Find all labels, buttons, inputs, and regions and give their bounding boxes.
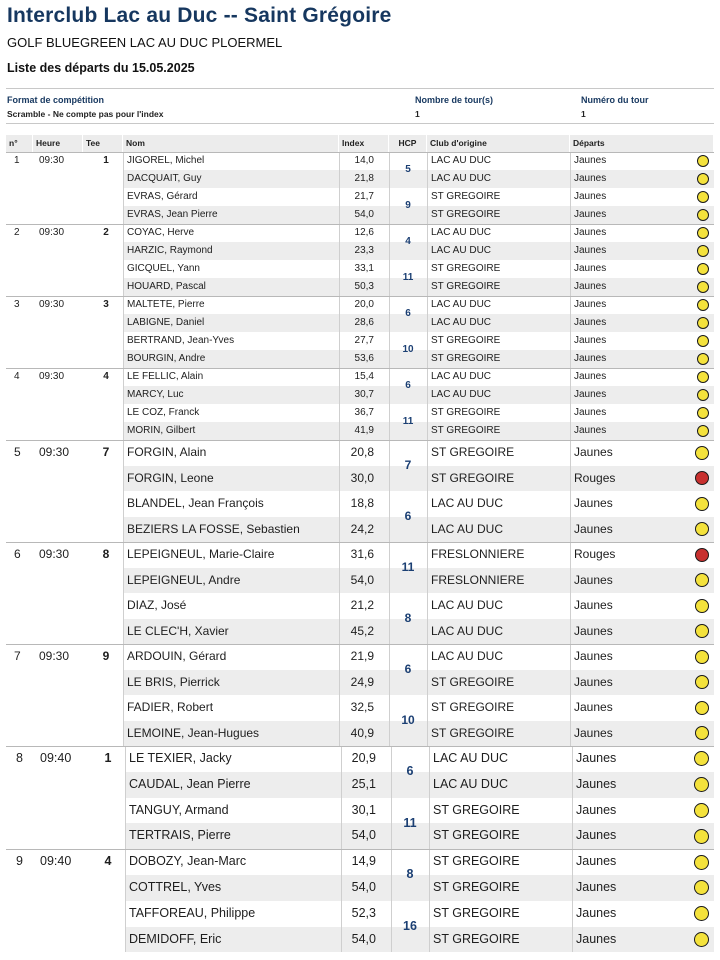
tee-color: Jaunes xyxy=(574,407,607,418)
column-divider xyxy=(570,296,571,368)
tee-color-indicator-icon xyxy=(697,263,709,275)
group-divider xyxy=(6,224,714,225)
tee-color: Jaunes xyxy=(574,674,613,689)
player-index: 50,3 xyxy=(354,281,374,292)
player-name: TERTRAIS, Pierre xyxy=(129,828,231,843)
tee-color: Jaunes xyxy=(574,700,613,714)
column-divider xyxy=(570,224,571,296)
player-name: TANGUY, Armand xyxy=(129,802,229,817)
player-index: 21,7 xyxy=(354,191,374,202)
starting-tee: 4 xyxy=(103,371,109,382)
player-index: 31,6 xyxy=(350,547,374,561)
player-name: CAUDAL, Jean Pierre xyxy=(129,776,251,791)
start-group xyxy=(6,542,714,644)
player-index: 54,0 xyxy=(350,572,374,587)
tee-color: Jaunes xyxy=(574,263,607,274)
tee-color: Jaunes xyxy=(574,389,607,400)
tee-color: Jaunes xyxy=(576,751,617,765)
format-label: Format de compétition xyxy=(7,95,105,105)
tee-time: 09:30 xyxy=(39,547,70,561)
tee-color-indicator-icon xyxy=(697,191,709,203)
player-index: 33,1 xyxy=(354,263,374,274)
home-club: LAC AU DUC xyxy=(431,155,492,166)
home-club: LAC AU DUC xyxy=(433,751,509,765)
player-index: 30,1 xyxy=(351,802,376,817)
home-club: ST GREGOIRE xyxy=(431,425,501,436)
home-club: ST GREGOIRE xyxy=(431,700,515,714)
group-number: 6 xyxy=(14,547,21,561)
player-name: MORIN, Gilbert xyxy=(127,425,196,436)
col-tee-header: Tee xyxy=(83,135,123,152)
home-club: ST GREGOIRE xyxy=(431,725,515,740)
player-name: ARDOUIN, Gérard xyxy=(127,649,227,663)
team-hcp: 6 xyxy=(405,308,411,319)
home-club: FRESLONNIERE xyxy=(431,547,525,561)
player-name: LE FELLIC, Alain xyxy=(127,371,204,382)
player-index: 45,2 xyxy=(350,623,374,638)
home-club: ST GREGOIRE xyxy=(431,191,501,202)
tee-color: Jaunes xyxy=(574,353,607,364)
starting-tee: 3 xyxy=(103,299,109,310)
player-name: DIAZ, José xyxy=(127,598,187,612)
tee-time: 09:30 xyxy=(39,371,65,382)
tee-color: Jaunes xyxy=(574,191,607,202)
column-divider xyxy=(427,440,428,542)
starting-tee: 1 xyxy=(103,155,109,166)
tee-time: 09:40 xyxy=(40,751,72,765)
team-hcp: 11 xyxy=(402,416,414,427)
team-hcp: 6 xyxy=(404,508,412,523)
player-index: 36,7 xyxy=(354,407,374,418)
player-name: JIGOREL, Michel xyxy=(127,155,205,166)
team-hcp: 4 xyxy=(405,236,411,247)
tee-color: Jaunes xyxy=(576,931,617,946)
column-divider xyxy=(570,644,571,746)
player-name: BERTRAND, Jean-Yves xyxy=(127,335,235,346)
divider xyxy=(6,88,714,89)
player-name: LEPEIGNEUL, Andre xyxy=(127,572,241,587)
group-divider xyxy=(6,440,714,441)
tee-time: 09:30 xyxy=(39,227,65,238)
tee-color: Jaunes xyxy=(574,155,607,166)
tee-color-indicator-icon xyxy=(695,650,709,664)
tee-color-indicator-icon xyxy=(694,829,709,844)
group-number: 1 xyxy=(14,155,20,166)
player-index: 25,1 xyxy=(351,776,376,791)
start-group xyxy=(6,368,714,440)
col-name-header: Nom xyxy=(123,135,339,152)
start-group xyxy=(6,224,714,296)
tee-color-indicator-icon xyxy=(697,407,709,419)
start-group xyxy=(6,152,714,224)
tee-color-indicator-icon xyxy=(697,425,709,437)
rounds-label: Nombre de tour(s) xyxy=(415,95,494,105)
home-club: LAC AU DUC xyxy=(431,371,492,382)
tee-color: Jaunes xyxy=(576,828,617,843)
column-divider xyxy=(427,296,428,368)
player-name: LE TEXIER, Jacky xyxy=(129,751,232,765)
tee-color-indicator-icon xyxy=(697,209,709,221)
player-name: LE BRIS, Pierrick xyxy=(127,674,220,689)
group-number: 5 xyxy=(14,445,21,459)
home-club: ST GREGOIRE xyxy=(433,905,520,920)
home-club: LAC AU DUC xyxy=(431,521,504,536)
player-name: BEZIERS LA FOSSE, Sebastien xyxy=(127,521,300,536)
group-divider xyxy=(6,152,714,153)
tee-color-indicator-icon xyxy=(694,751,709,766)
group-number: 3 xyxy=(14,299,20,310)
home-club: ST GREGOIRE xyxy=(431,353,501,364)
home-club: ST GREGOIRE xyxy=(431,263,501,274)
col-club-header: Club d'origine xyxy=(427,135,570,152)
column-divider xyxy=(429,746,430,849)
home-club: ST GREGOIRE xyxy=(431,445,515,459)
player-name: HOUARD, Pascal xyxy=(127,281,206,292)
tee-color: Jaunes xyxy=(574,425,607,436)
home-club: ST GREGOIRE xyxy=(433,854,520,869)
tee-color-indicator-icon xyxy=(697,245,709,257)
tee-color: Rouges xyxy=(574,547,616,561)
column-divider xyxy=(123,440,124,542)
team-hcp: 9 xyxy=(405,200,411,211)
home-club: ST GREGOIRE xyxy=(433,802,520,817)
player-index: 27,7 xyxy=(354,335,374,346)
home-club: FRESLONNIERE xyxy=(431,572,525,587)
column-divider xyxy=(125,849,126,952)
team-hcp: 6 xyxy=(405,380,411,391)
starting-tee: 4 xyxy=(104,854,112,869)
team-hcp: 7 xyxy=(404,457,412,472)
home-club: ST GREGOIRE xyxy=(433,931,520,946)
tee-color: Jaunes xyxy=(574,173,607,184)
player-name: HARZIC, Raymond xyxy=(127,245,213,256)
team-hcp: 6 xyxy=(404,661,412,676)
home-club: ST GREGOIRE xyxy=(433,879,520,894)
group-number: 7 xyxy=(14,649,21,663)
tee-color: Jaunes xyxy=(574,227,607,238)
team-hcp: 11 xyxy=(401,559,415,574)
tee-color: Jaunes xyxy=(574,209,607,220)
tee-color-indicator-icon xyxy=(697,155,709,167)
team-hcp: 11 xyxy=(403,815,417,830)
tee-color: Jaunes xyxy=(574,245,607,256)
starting-tee: 7 xyxy=(102,445,110,459)
tee-time: 09:30 xyxy=(39,299,65,310)
page-title: Interclub Lac au Duc -- Saint Grégoire xyxy=(7,4,392,27)
group-number: 2 xyxy=(14,227,20,238)
home-club: ST GREGOIRE xyxy=(431,407,501,418)
player-name: LEMOINE, Jean-Hugues xyxy=(127,725,260,740)
tee-color-indicator-icon xyxy=(695,548,709,562)
tee-color: Jaunes xyxy=(574,445,613,459)
home-club: LAC AU DUC xyxy=(431,227,492,238)
player-index: 21,2 xyxy=(350,598,374,612)
player-index: 53,6 xyxy=(354,353,374,364)
team-hcp: 8 xyxy=(404,610,412,625)
tee-color-indicator-icon xyxy=(694,906,709,921)
start-group xyxy=(6,296,714,368)
tee-color: Jaunes xyxy=(574,317,607,328)
column-divider xyxy=(123,296,124,368)
list-date: Liste des départs du 15.05.2025 xyxy=(7,61,195,75)
tee-color: Jaunes xyxy=(574,649,613,663)
round-number-label: Numéro du tour xyxy=(581,95,649,105)
player-name: EVRAS, Gérard xyxy=(127,191,198,202)
round-number-value: 1 xyxy=(581,109,586,119)
start-group xyxy=(6,746,714,849)
player-index: 24,9 xyxy=(350,674,374,689)
player-index: 28,6 xyxy=(354,317,374,328)
tee-color-indicator-icon xyxy=(697,371,709,383)
player-index: 18,8 xyxy=(350,496,374,510)
tee-color: Rouges xyxy=(574,470,616,485)
col-hcp-header: HCP xyxy=(389,135,427,152)
player-index: 54,0 xyxy=(351,931,376,946)
team-hcp: 10 xyxy=(402,344,414,355)
player-name: DACQUAIT, Guy xyxy=(127,173,202,184)
tee-color-indicator-icon xyxy=(697,227,709,239)
table-header xyxy=(6,135,714,152)
home-club: LAC AU DUC xyxy=(433,776,509,791)
team-hcp: 11 xyxy=(402,272,414,283)
column-divider xyxy=(123,542,124,644)
home-club: ST GREGOIRE xyxy=(431,281,501,292)
home-club: LAC AU DUC xyxy=(431,649,504,663)
home-club: LAC AU DUC xyxy=(431,389,492,400)
tee-color: Jaunes xyxy=(576,854,617,869)
home-club: LAC AU DUC xyxy=(431,317,492,328)
player-index: 15,4 xyxy=(354,371,374,382)
tee-color: Jaunes xyxy=(574,281,607,292)
format-value: Scramble - Ne compte pas pour l'index xyxy=(7,109,164,119)
tee-color-indicator-icon xyxy=(694,855,709,870)
player-name: LE CLEC'H, Xavier xyxy=(127,623,229,638)
tee-color-indicator-icon xyxy=(697,173,709,185)
tee-color-indicator-icon xyxy=(695,446,709,460)
player-name: FADIER, Robert xyxy=(127,700,214,714)
tee-color-indicator-icon xyxy=(694,803,709,818)
player-name: FORGIN, Leone xyxy=(127,470,214,485)
home-club: ST GREGOIRE xyxy=(431,470,515,485)
tee-color: Jaunes xyxy=(574,371,607,382)
starting-tee: 8 xyxy=(102,547,110,561)
tee-color-indicator-icon xyxy=(697,317,709,329)
column-divider xyxy=(125,746,126,849)
column-divider xyxy=(427,152,428,224)
col-number-header: n° xyxy=(6,135,33,152)
player-name: COTTREL, Yves xyxy=(129,879,222,894)
player-name: LE COZ, Franck xyxy=(127,407,200,418)
player-name: MALTETE, Pierre xyxy=(127,299,205,310)
tee-color-indicator-icon xyxy=(697,299,709,311)
tee-color-indicator-icon xyxy=(694,932,709,947)
divider xyxy=(6,123,714,124)
player-index: 41,9 xyxy=(354,425,374,436)
column-divider xyxy=(427,644,428,746)
player-index: 40,9 xyxy=(350,725,374,740)
player-name: EVRAS, Jean Pierre xyxy=(127,209,218,220)
group-divider xyxy=(6,542,714,543)
tee-color: Jaunes xyxy=(574,598,613,612)
tee-time: 09:30 xyxy=(39,445,70,459)
player-index: 32,5 xyxy=(350,700,374,714)
tee-time: 09:30 xyxy=(39,649,70,663)
col-time-header: Heure xyxy=(33,135,83,152)
col-index-header: Index xyxy=(339,135,389,152)
player-index: 30,0 xyxy=(350,470,374,485)
start-group xyxy=(6,849,714,952)
home-club: LAC AU DUC xyxy=(431,598,504,612)
home-club: LAC AU DUC xyxy=(431,496,504,510)
col-departs-header: Départs xyxy=(570,135,714,152)
player-name: FORGIN, Alain xyxy=(127,445,207,459)
group-number: 4 xyxy=(14,371,20,382)
tee-color-indicator-icon xyxy=(697,281,709,293)
rounds-value: 1 xyxy=(415,109,420,119)
player-name: MARCY, Luc xyxy=(127,389,184,400)
column-divider xyxy=(427,542,428,644)
player-index: 30,7 xyxy=(354,389,374,400)
tee-color-indicator-icon xyxy=(695,599,709,613)
tee-color: Jaunes xyxy=(576,776,617,791)
home-club: LAC AU DUC xyxy=(431,245,492,256)
player-index: 23,3 xyxy=(354,245,374,256)
tee-color-indicator-icon xyxy=(697,353,709,365)
club-name: GOLF BLUEGREEN LAC AU DUC PLOERMEL xyxy=(7,35,283,50)
group-divider xyxy=(6,644,714,645)
player-name: DEMIDOFF, Eric xyxy=(129,931,222,946)
team-hcp: 10 xyxy=(401,712,415,727)
group-divider xyxy=(6,849,714,850)
start-group xyxy=(6,644,714,746)
player-name: DOBOZY, Jean-Marc xyxy=(129,854,247,869)
tee-color: Jaunes xyxy=(574,623,613,638)
tee-color-indicator-icon xyxy=(695,701,709,715)
tee-color: Jaunes xyxy=(574,521,613,536)
player-index: 54,0 xyxy=(354,209,374,220)
player-name: GICQUEL, Yann xyxy=(127,263,200,274)
player-name: LEPEIGNEUL, Marie-Claire xyxy=(127,547,275,561)
home-club: ST GREGOIRE xyxy=(431,209,501,220)
tee-color-indicator-icon xyxy=(697,389,709,401)
player-index: 20,0 xyxy=(354,299,374,310)
player-name: COYAC, Herve xyxy=(127,227,195,238)
team-hcp: 16 xyxy=(403,918,417,933)
starting-tee: 1 xyxy=(104,751,112,765)
column-divider xyxy=(572,849,573,952)
player-name: LABIGNE, Daniel xyxy=(127,317,205,328)
player-name: BLANDEL, Jean François xyxy=(127,496,264,510)
tee-color: Jaunes xyxy=(574,299,607,310)
tee-color-indicator-icon xyxy=(695,497,709,511)
player-index: 12,6 xyxy=(354,227,374,238)
column-divider xyxy=(123,644,124,746)
player-index: 54,0 xyxy=(351,879,376,894)
group-divider xyxy=(6,296,714,297)
column-divider xyxy=(429,849,430,952)
column-divider xyxy=(123,368,124,440)
column-divider xyxy=(570,542,571,644)
tee-color: Jaunes xyxy=(576,879,617,894)
tee-color: Jaunes xyxy=(574,496,613,510)
team-hcp: 6 xyxy=(406,763,414,778)
team-hcp: 5 xyxy=(405,164,411,175)
home-club: ST GREGOIRE xyxy=(431,674,515,689)
player-index: 21,9 xyxy=(350,649,374,663)
player-index: 24,2 xyxy=(350,521,374,536)
tee-time: 09:40 xyxy=(40,854,72,869)
player-index: 20,8 xyxy=(350,445,374,459)
home-club: LAC AU DUC xyxy=(431,299,492,310)
column-divider xyxy=(570,440,571,542)
tee-color: Jaunes xyxy=(574,335,607,346)
column-divider xyxy=(427,224,428,296)
player-index: 52,3 xyxy=(351,905,376,920)
column-divider xyxy=(123,224,124,296)
column-divider xyxy=(572,746,573,849)
home-club: LAC AU DUC xyxy=(431,173,492,184)
player-index: 21,8 xyxy=(354,173,374,184)
home-club: ST GREGOIRE xyxy=(431,335,501,346)
starting-tee: 2 xyxy=(103,227,109,238)
group-divider xyxy=(6,368,714,369)
tee-color: Jaunes xyxy=(576,802,617,817)
team-hcp: 8 xyxy=(406,867,414,882)
tee-time: 09:30 xyxy=(39,155,65,166)
group-number: 9 xyxy=(16,854,23,869)
player-index: 14,9 xyxy=(351,854,376,869)
column-divider xyxy=(570,152,571,224)
home-club: ST GREGOIRE xyxy=(433,828,520,843)
column-divider xyxy=(123,152,124,224)
player-name: BOURGIN, Andre xyxy=(127,353,206,364)
tee-color-indicator-icon xyxy=(697,335,709,347)
tee-color: Jaunes xyxy=(574,725,613,740)
group-number: 8 xyxy=(16,751,23,765)
group-divider xyxy=(6,746,714,747)
start-group xyxy=(6,440,714,542)
starting-tee: 9 xyxy=(102,649,110,663)
tee-color: Jaunes xyxy=(576,905,617,920)
player-index: 54,0 xyxy=(351,828,376,843)
column-divider xyxy=(427,368,428,440)
column-divider xyxy=(570,368,571,440)
player-index: 14,0 xyxy=(354,155,374,166)
player-index: 20,9 xyxy=(351,751,376,765)
home-club: LAC AU DUC xyxy=(431,623,504,638)
player-name: TAFFOREAU, Philippe xyxy=(129,905,256,920)
tee-color: Jaunes xyxy=(574,572,613,587)
